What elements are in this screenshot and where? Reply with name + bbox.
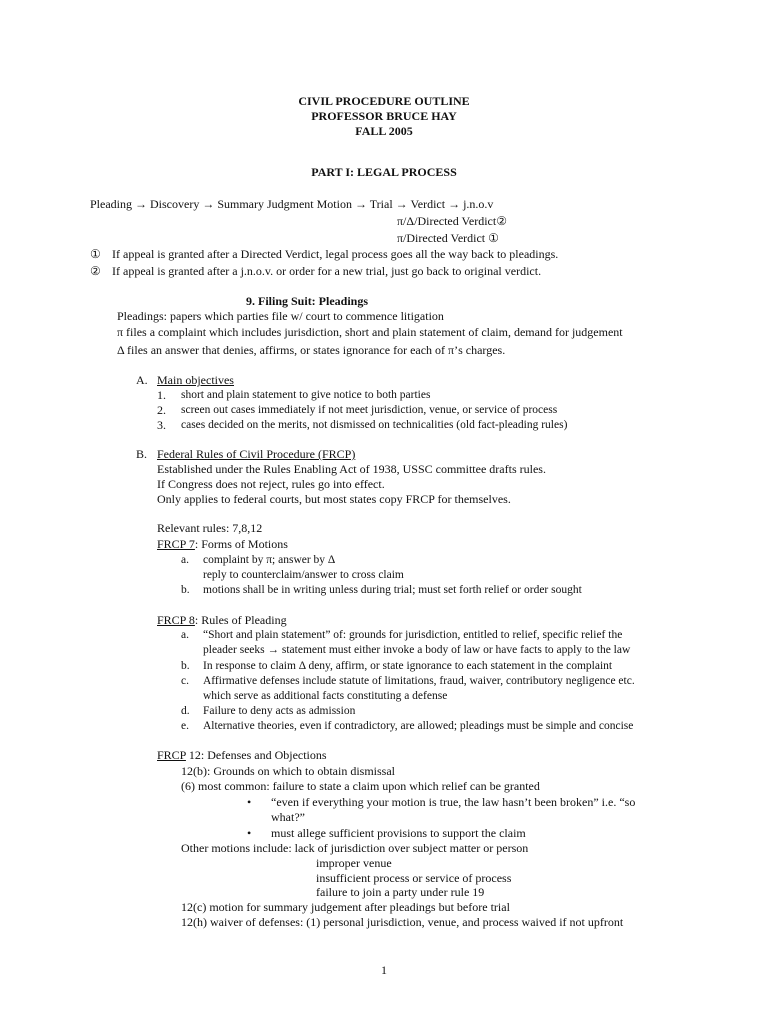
bullet-1-cont: what?” (271, 810, 305, 824)
other-motions: Other motions include: lack of jurisdiction over subject matter or person (181, 841, 529, 855)
page-number: 1 (381, 963, 387, 977)
frcp8-b: In response to claim Δ deny, affirm, or state ignorance to each statement in the complaint (203, 660, 613, 672)
bullet-1-marker: • (247, 795, 252, 809)
frcp8-a-marker: a. (181, 629, 189, 641)
frcp8-a: “Short and plain statement” of: grounds for jurisdiction, entitled to relief, specific relief the (203, 629, 623, 641)
bullet-1: “even if everything your motion is true, the law hasn’t been broken” i.e. “so (271, 795, 636, 809)
frcp12-heading (157, 748, 327, 763)
frcp12-title: 12: Defenses and Objections (185, 748, 327, 762)
bullet-2-marker: • (247, 826, 252, 840)
frcp-scope: Only applies to federal courts, but most states copy FRCP for themselves. (157, 492, 511, 506)
note-1-marker: ① (90, 247, 101, 261)
frcp8-c-marker: c. (181, 675, 189, 687)
objective-1: short and plain statement to give notice to both parties (181, 389, 431, 401)
frcp8-a-cont: pleader seeks → statement must either invoke a body of law or have facts to apply to the law (203, 644, 631, 656)
frcp7-a-marker: a. (181, 554, 189, 566)
frcp7-b-marker: b. (181, 584, 190, 596)
complaint-description: π files a complaint which includes jurisdiction, short and plain statement of claim, demand for judgement (117, 325, 623, 339)
objective-3: cases decided on the merits, not dismissed on technicalities (old fact-pleading rules) (181, 419, 568, 431)
frcp8-d: Failure to deny acts as admission (203, 705, 356, 717)
legal-process-flow: Pleading → Discovery → Summary Judgment Motion → Trial → Verdict → j.n.o.v (90, 197, 494, 211)
term-line: FALL 2005 (355, 124, 413, 138)
professor-line: PROFESSOR BRUCE HAY (311, 109, 457, 123)
frcp12-label: FRCP (157, 748, 186, 762)
frcp-origin: Established under the Rules Enabling Act of 1938, USSC committee drafts rules. (157, 462, 546, 476)
objective-1-number: 1. (157, 388, 166, 402)
flow-branch-1: π/Δ/Directed Verdict② (397, 214, 507, 228)
frcp7-title: : Forms of Motions (194, 537, 288, 551)
section-9-heading: 9. Filing Suit: Pleadings (246, 294, 369, 308)
frcp7-label: FRCP 7 (157, 537, 195, 551)
answer-description: Δ files an answer that denies, affirms, or states ignorance for each of π’s charges. (117, 343, 506, 357)
frcp-congress: If Congress does not reject, rules go into effect. (157, 477, 385, 491)
bullet-2: must allege sufficient provisions to support the claim (271, 826, 526, 840)
frcp8-e-marker: e. (181, 720, 189, 732)
section-a-title: Main objectives (157, 373, 234, 387)
relevant-rules: Relevant rules: 7,8,12 (157, 521, 263, 535)
rule-12c: 12(c) motion for summary judgement after pleadings but before trial (181, 900, 510, 914)
rule-12h: 12(h) waiver of defenses: (1) personal jurisdiction, venue, and process waived if not upfront (181, 915, 624, 929)
document-title: CIVIL PROCEDURE OUTLINE (298, 94, 470, 108)
section-b-marker: B. (136, 447, 148, 461)
frcp8-label: FRCP 8 (157, 613, 195, 627)
pleadings-definition: Pleadings: papers which parties file w/ court to commence litigation (117, 309, 444, 323)
part1-heading: PART I: LEGAL PROCESS (311, 165, 457, 179)
other-motion-process: insufficient process or service of process (316, 871, 512, 885)
other-motion-joinder: failure to join a party under rule 19 (316, 885, 485, 899)
objective-2: screen out cases immediately if not meet jurisdiction, venue, or service of process (181, 404, 558, 416)
frcp8-e: Alternative theories, even if contradictory, are allowed; pleadings must be simple and concise (203, 720, 634, 732)
frcp8-d-marker: d. (181, 705, 190, 717)
frcp7-b: motions shall be in writing unless during trial; must set forth relief or order sought (203, 584, 582, 596)
frcp8-heading (157, 613, 287, 628)
frcp8-title: : Rules of Pleading (194, 613, 287, 627)
frcp7-heading (157, 537, 288, 552)
rule-12b6: (6) most common: failure to state a claim upon which relief can be granted (181, 779, 540, 793)
section-a-marker: A. (136, 373, 148, 387)
rule-12b: 12(b): Grounds on which to obtain dismissal (181, 764, 395, 778)
frcp8-c-cont: which serve as additional facts constituting a defense (203, 690, 448, 702)
section-b-title: Federal Rules of Civil Procedure (FRCP) (157, 447, 356, 461)
frcp7-a: complaint by π; answer by Δ (203, 554, 336, 566)
flow-branch-2: π/Directed Verdict ① (397, 231, 499, 245)
other-motion-venue: improper venue (316, 856, 392, 870)
frcp8-b-marker: b. (181, 660, 190, 672)
note-2: If appeal is granted after a j.n.o.v. or order for a new trial, just go back to original verdict. (112, 264, 542, 278)
frcp8-c: Affirmative defenses include statute of limitations, fraud, waiver, contributory negligence etc. (203, 675, 635, 687)
note-1: If appeal is granted after a Directed Verdict, legal process goes all the way back to pleadings. (112, 247, 559, 261)
frcp7-a-cont: reply to counterclaim/answer to cross claim (203, 569, 404, 581)
objective-2-number: 2. (157, 403, 166, 417)
objective-3-number: 3. (157, 418, 166, 432)
note-2-marker: ② (90, 264, 101, 278)
